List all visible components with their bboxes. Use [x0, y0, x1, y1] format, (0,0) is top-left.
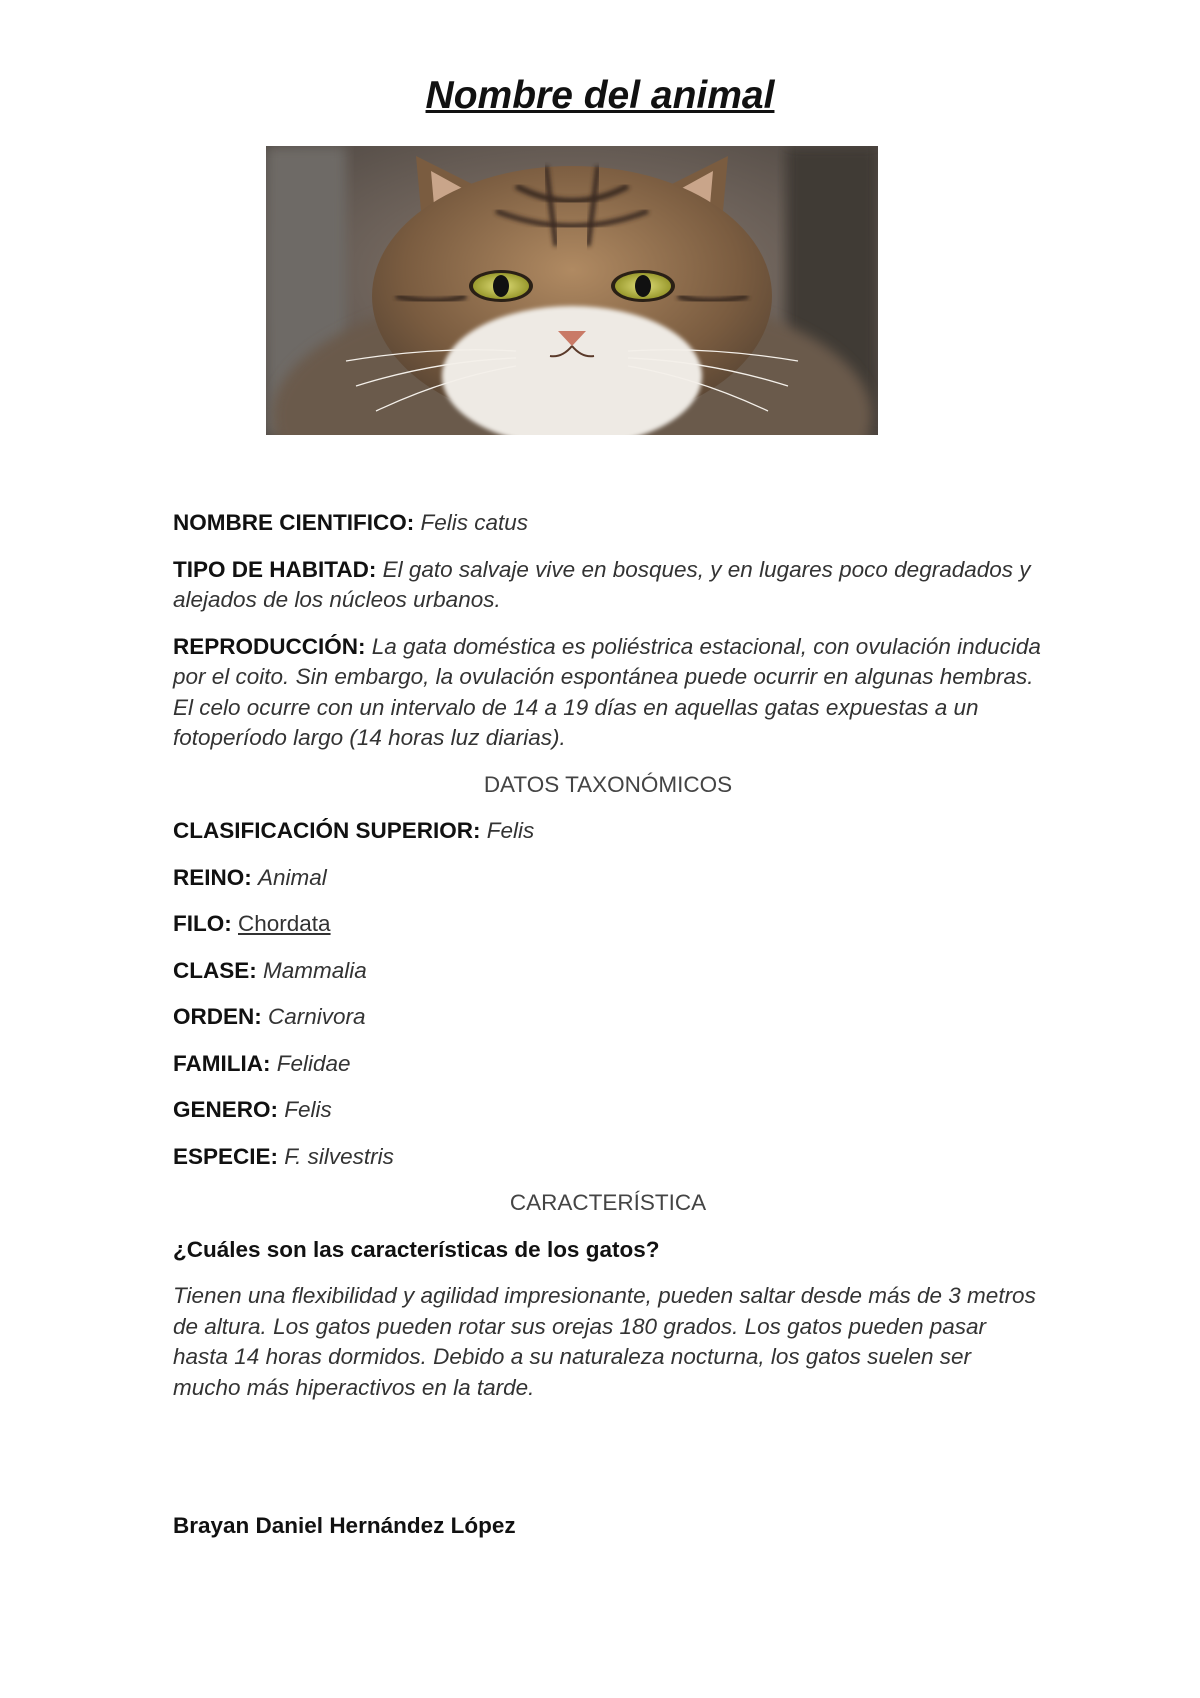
- taxonomy-heading: DATOS TAXONÓMICOS: [483, 771, 733, 797]
- taxonomy-filo: [173, 909, 1043, 940]
- taxonomy-especie: [173, 1142, 1043, 1173]
- field-value: Felis: [486, 818, 535, 843]
- taxonomy-genero: [173, 1095, 1043, 1126]
- field-label: GENERO:: [173, 1097, 279, 1122]
- taxonomy-familia: [173, 1049, 1043, 1080]
- field-label: REINO:: [173, 864, 252, 890]
- field-label: NOMBRE CIENTIFICO:: [173, 510, 415, 535]
- cat-illustration: [266, 146, 878, 435]
- page-title: Nombre del animal: [425, 74, 775, 117]
- field-value: F. silvestris: [284, 1143, 394, 1169]
- field-label: ESPECIE:: [173, 1143, 279, 1169]
- field-value: Mammalia: [263, 957, 367, 983]
- taxonomy-clase: [173, 956, 1043, 987]
- chordata-link[interactable]: Chordata: [238, 911, 331, 936]
- field-value: La gata doméstica es poliéstrica estacional, con ovulación inducida por el coito. Sin embargo, la ovulación espontánea puede ocurrir en algunas hembras. El celo ocurre con un intervalo de 14 a 19 días en aquellas gatas expuestas a un fotoperíodo largo (14 horas luz diarias).: [173, 633, 1041, 750]
- field-tipo-de-habitad: [173, 555, 1043, 616]
- field-value: Animal: [258, 864, 327, 890]
- document-body: [173, 508, 1043, 1419]
- field-label: FAMILIA:: [173, 1050, 271, 1076]
- field-label: CLASE:: [173, 957, 257, 983]
- taxonomy-clasificacion-superior: [173, 816, 1043, 847]
- field-label: TIPO DE HABITAD:: [173, 556, 377, 582]
- author-name: Brayan Daniel Hernández López: [173, 1513, 516, 1538]
- field-label: REPRODUCCIÓN:: [173, 633, 366, 659]
- field-label: FILO:: [173, 911, 232, 936]
- field-reproduccion: [173, 632, 1043, 754]
- field-value: Felidae: [276, 1050, 351, 1076]
- features-answer: Tienen una flexibilidad y agilidad impresionante, pueden saltar desde más de 3 metros de altura. Los gatos pueden rotar sus orejas 180 grados. Los gatos pueden pasar hasta 14 horas dormidos. Debido a su naturaleza nocturna, los gatos suelen ser mucho más hiperactivos en la tarde.: [173, 1283, 1036, 1400]
- field-value: Felis: [284, 1097, 332, 1122]
- features-heading: CARACTERÍSTICA: [509, 1190, 707, 1215]
- field-label: ORDEN:: [173, 1004, 262, 1029]
- field-value: Felis catus: [420, 510, 529, 535]
- taxonomy-reino: [173, 863, 1043, 894]
- taxonomy-orden: [173, 1002, 1043, 1033]
- features-question: ¿Cuáles son las características de los gatos?: [173, 1236, 660, 1262]
- field-value: El gato salvaje vive en bosques, y en lugares poco degradados y alejados de los núcleos urbanos.: [173, 556, 1031, 612]
- field-value: Carnivora: [268, 1004, 366, 1029]
- field-label: CLASIFICACIÓN SUPERIOR:: [173, 818, 481, 843]
- field-nombre-cientifico: [173, 508, 1043, 539]
- cat-photo: [266, 146, 878, 435]
